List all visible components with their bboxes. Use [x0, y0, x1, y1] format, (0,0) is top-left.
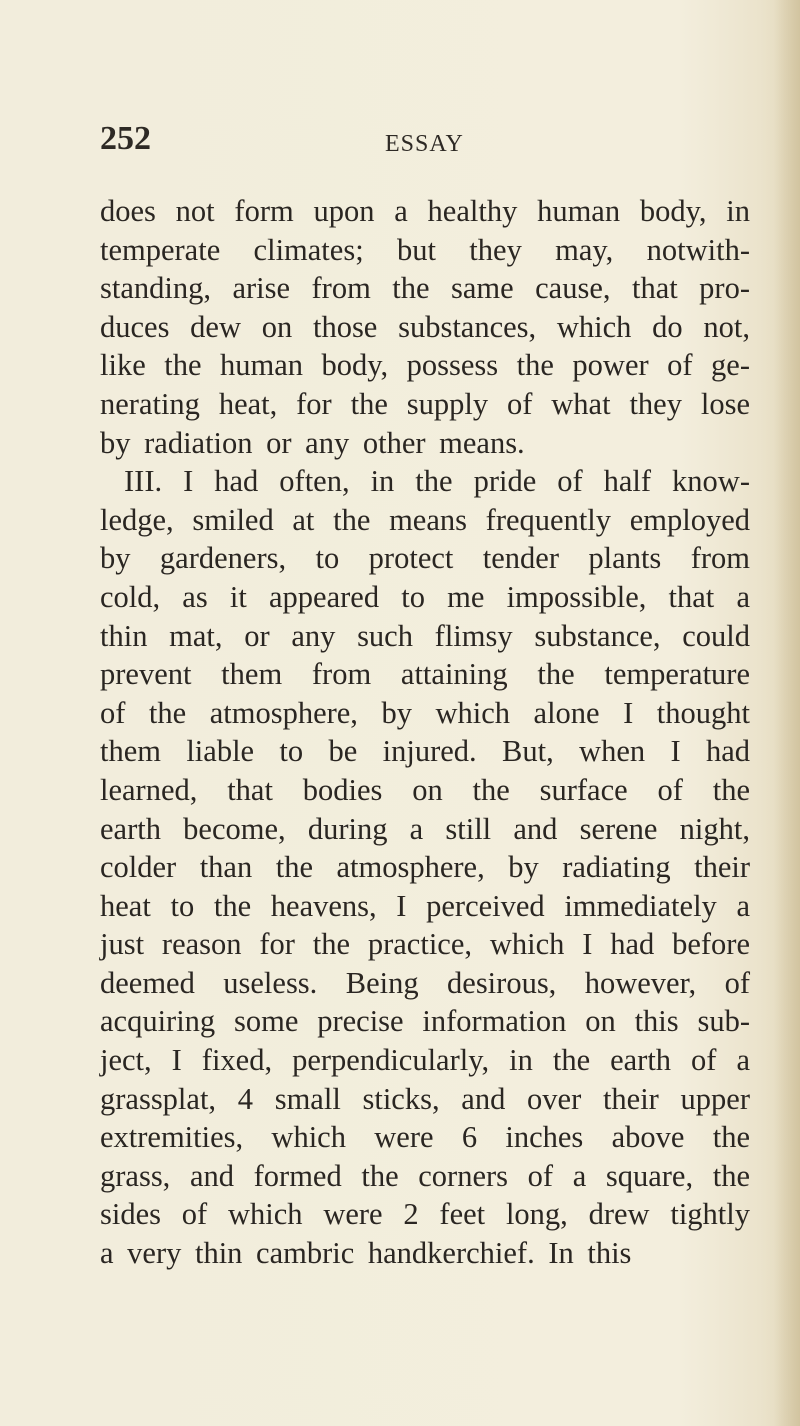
text-line: ledge, smiled at the means frequently employed [100, 502, 750, 537]
text-line: earth become, during a still and serene night, [100, 811, 750, 846]
text-line: extremities, which were 6 inches above the [100, 1120, 750, 1155]
page-number: 252 [100, 120, 151, 157]
text-line: prevent them from attaining the temperature [100, 657, 750, 692]
text-line: colder than the atmosphere, by radiating their [100, 850, 750, 885]
text-line: duces dew on those substances, which do not, [100, 309, 750, 344]
text-line: by radiation or any other means. [100, 425, 525, 460]
text-line: III. I had often, in the pride of half know- [124, 464, 750, 499]
running-head: ESSAY [385, 131, 464, 157]
text-line: does not form upon a healthy human body, in [100, 194, 750, 228]
text-line: heat to the heavens, I perceived immediately a [100, 888, 750, 923]
text-line: of the atmosphere, by which alone I thought [100, 695, 750, 730]
text-line: a very thin cambric handkerchief. In this [100, 1236, 632, 1271]
text-line: learned, that bodies on the surface of the [100, 772, 750, 807]
text-line: them liable to be injured. But, when I had [100, 734, 750, 769]
text-line: just reason for the practice, which I had before [100, 927, 750, 962]
text-line: grassplat, 4 small sticks, and over their upper [100, 1081, 750, 1116]
text-line: ject, I fixed, perpendicularly, in the earth of a [100, 1043, 750, 1078]
text-line: acquiring some precise information on this sub- [100, 1004, 750, 1039]
text-line: by gardeners, to protect tender plants from [100, 541, 750, 576]
text-line: nerating heat, for the supply of what they lose [100, 386, 750, 421]
text-line: deemed useless. Being desirous, however, of [100, 965, 750, 1000]
page-edge-shadow [774, 0, 800, 1426]
text-line: grass, and formed the corners of a square, the [100, 1158, 750, 1193]
text-line: cold, as it appeared to me impossible, that a [100, 579, 750, 614]
text-line: thin mat, or any such flimsy substance, could [100, 618, 750, 653]
body-text [100, 192, 750, 1273]
text-line: temperate climates; but they may, notwith- [100, 232, 750, 267]
text-line: standing, arise from the same cause, that pro- [100, 271, 750, 306]
text-line: sides of which were 2 feet long, drew tightly [100, 1197, 750, 1232]
text-line: like the human body, possess the power of ge- [100, 348, 750, 383]
